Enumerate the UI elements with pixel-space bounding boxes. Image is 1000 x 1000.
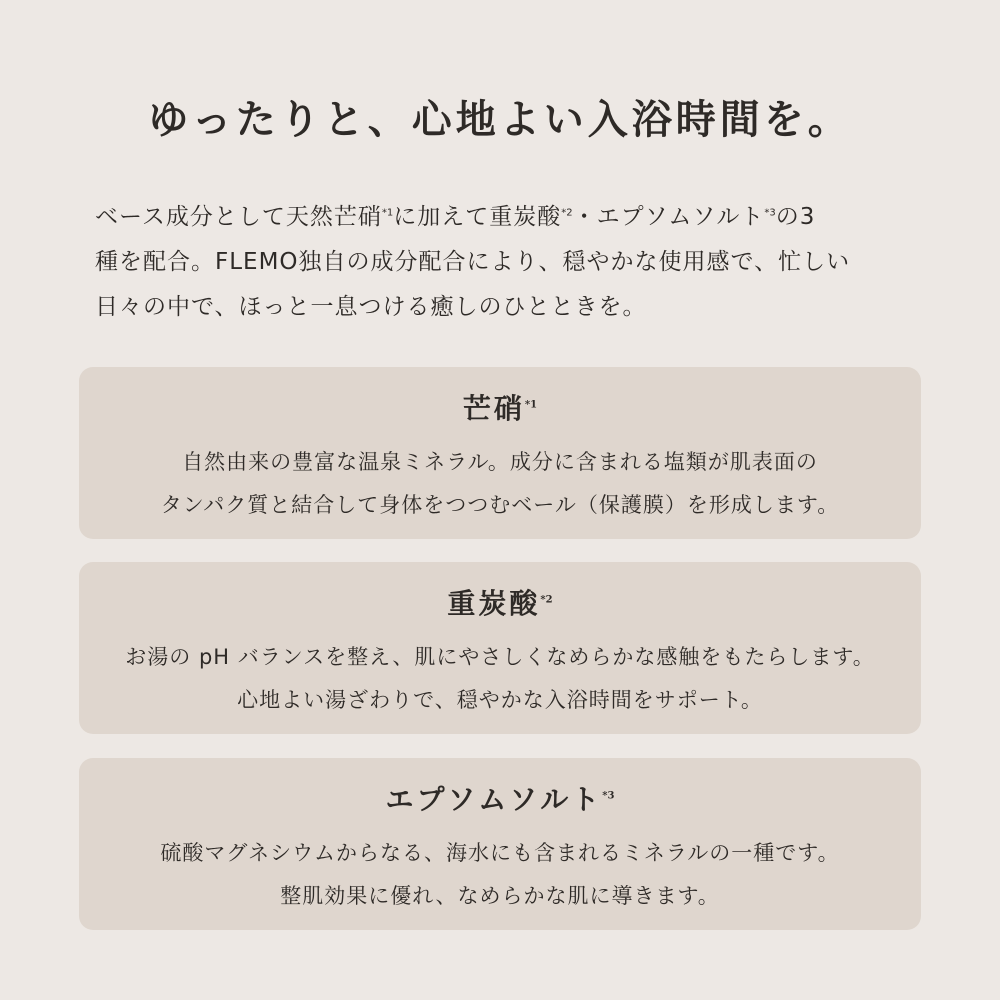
intro-text: に加えて重炭酸 (393, 204, 562, 230)
footnote-marker: *2 (561, 207, 573, 219)
ingredient-description (79, 636, 921, 722)
ingredient-title (79, 562, 921, 636)
intro-text: ・エプソムソルト (572, 204, 765, 230)
description-line: お湯の pH バランスを整え、肌にやさしくなめらかな感触をもたらします。 (125, 645, 875, 669)
description-line: タンパク質と結合して身体をつつむベール（保護膜）を形成します。 (160, 493, 840, 517)
headline: ゆったりと、心地よい入浴時間を。 (148, 96, 852, 143)
description-line: 硫酸マグネシウムからなる、海水にも含まれるミネラルの一種です。 (160, 841, 840, 865)
intro-line-1 (95, 195, 925, 240)
ingredient-card-epsom-salt (79, 758, 921, 930)
ingredient-description (79, 441, 921, 527)
footnote-marker: *3 (764, 207, 776, 219)
ingredient-description (79, 832, 921, 918)
ingredient-title (79, 367, 921, 441)
ingredient-name: エプソムソルト (385, 783, 603, 816)
intro-paragraph (95, 195, 925, 330)
intro-text: ベース成分として天然芒硝 (95, 204, 382, 230)
footnote-marker: *2 (540, 594, 553, 606)
footnote-marker: *3 (602, 790, 615, 802)
intro-line-2: 種を配合。FLEMO独自の成分配合により、穏やかな使用感で、忙しい (95, 249, 851, 275)
ingredient-title (79, 758, 921, 832)
ingredient-name: 芒硝 (462, 392, 525, 425)
ingredient-card-boshou (79, 367, 921, 539)
footnote-marker: *1 (381, 207, 394, 219)
ingredient-card-bicarbonate (79, 562, 921, 734)
footnote-marker: *1 (524, 399, 538, 411)
description-line: 整肌効果に優れ、なめらかな肌に導きます。 (280, 884, 720, 908)
ingredient-name: 重炭酸 (447, 587, 541, 620)
description-line: 心地よい湯ざわりで、穏やかな入浴時間をサポート。 (237, 688, 763, 712)
intro-text: の3 (775, 204, 816, 230)
description-line: 自然由来の豊富な温泉ミネラル。成分に含まれる塩類が肌表面の (182, 450, 818, 474)
intro-line-3: 日々の中で、ほっと一息つける癒しのひとときを。 (95, 294, 647, 320)
